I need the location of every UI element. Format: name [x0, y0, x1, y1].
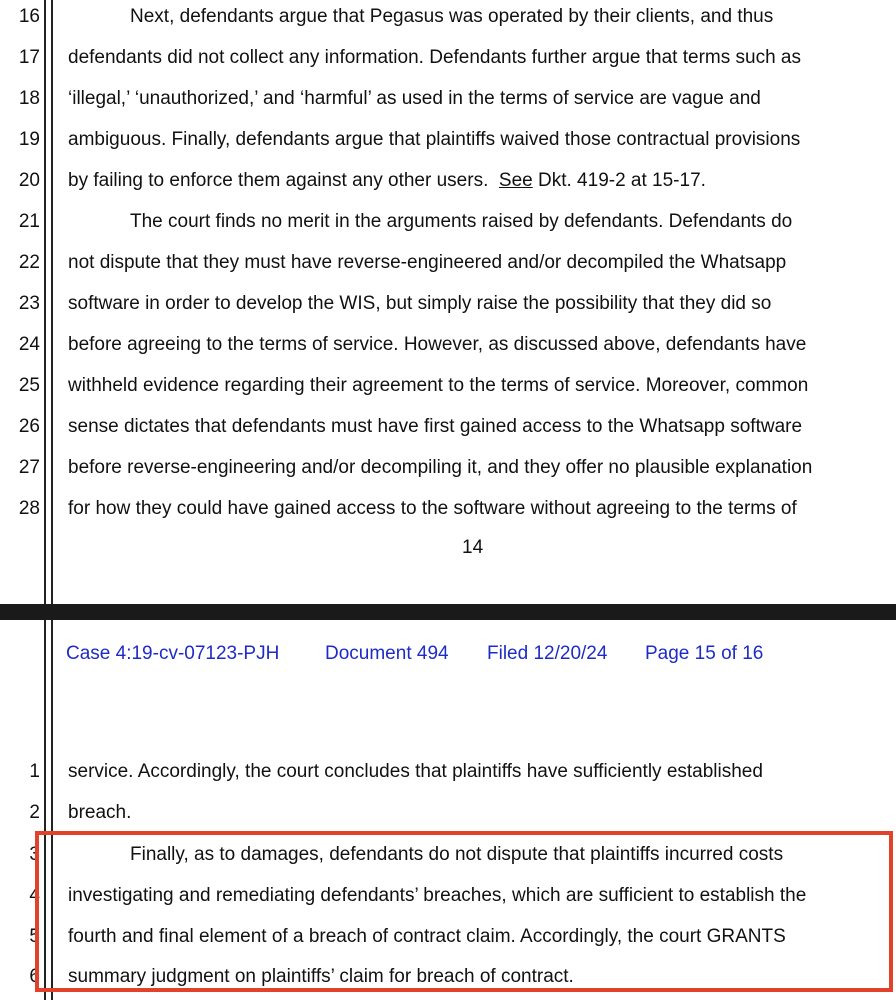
highlight-box	[35, 831, 893, 992]
line-number: 18	[18, 88, 40, 109]
margin-line-right	[51, 0, 53, 604]
page-number: 14	[462, 537, 484, 558]
case-number: Case 4:19-cv-07123-PJH	[66, 643, 280, 664]
line-number: 3	[29, 844, 40, 865]
line-number: 20	[18, 170, 40, 191]
line-number: 23	[18, 293, 40, 314]
text-line: Next, defendants argue that Pegasus was operated by their clients, and thus	[130, 6, 774, 27]
page-count: Page 15 of 16	[645, 643, 764, 664]
citation-ref: Dkt. 419-2 at 15-17.	[532, 170, 706, 191]
line-number: 16	[18, 6, 40, 27]
text-line: software in order to develop the WIS, but simply raise the possibility that they did so	[68, 293, 772, 314]
margin-line-left	[44, 0, 46, 604]
line-number: 4	[29, 885, 40, 906]
text-line: breach.	[68, 802, 132, 823]
text-line: The court finds no merit in the arguments raised by defendants. Defendants do	[130, 211, 793, 232]
citation-text: by failing to enforce them against any other users.	[68, 170, 499, 191]
text-line: service. Accordingly, the court concludes that plaintiffs have sufficiently established	[68, 761, 763, 782]
line-number: 28	[18, 498, 40, 519]
line-number: 21	[18, 211, 40, 232]
text-line: before reverse-engineering and/or decompiling it, and they offer no plausible explanation	[68, 457, 813, 478]
text-line: sense dictates that defendants must have first gained access to the Whatsapp software	[68, 416, 803, 437]
line-number: 25	[18, 375, 40, 396]
filed-date: Filed 12/20/24	[487, 643, 608, 664]
text-line: ‘illegal,’ ‘unauthorized,’ and ‘harmful’ as used in the terms of service are vague and	[68, 88, 761, 109]
text-line: Finally, as to damages, defendants do not dispute that plaintiffs incurred costs	[130, 844, 784, 865]
text-line: ambiguous. Finally, defendants argue that plaintiffs waived those contractual provisions	[68, 129, 801, 150]
line-number: 1	[29, 761, 40, 782]
line-number: 19	[18, 129, 40, 150]
text-line: defendants did not collect any information. Defendants further argue that terms such as	[68, 47, 801, 68]
line-number: 26	[18, 416, 40, 437]
page-separator	[0, 604, 896, 620]
see-signal: See	[498, 170, 533, 191]
line-number: 17	[18, 47, 40, 68]
text-line: not dispute that they must have reverse-engineered and/or decompiled the Whatsapp	[68, 252, 787, 273]
text-line: summary judgment on plaintiffs’ claim for breach of contract.	[68, 966, 574, 987]
text-line: fourth and final element of a breach of contract claim. Accordingly, the court GRANTS	[68, 926, 786, 947]
line-number: 2	[29, 802, 40, 823]
text-line-citation	[68, 170, 706, 192]
line-number: 5	[29, 926, 40, 947]
text-line: investigating and remediating defendants’ breaches, which are sufficient to establish the	[68, 885, 807, 906]
line-number: 24	[18, 334, 40, 355]
line-number: 27	[18, 457, 40, 478]
text-line: for how they could have gained access to the software without agreeing to the terms of	[68, 498, 797, 519]
line-number: 6	[29, 966, 40, 987]
line-number: 22	[18, 252, 40, 273]
text-line: before agreeing to the terms of service. However, as discussed above, defendants have	[68, 334, 807, 355]
text-line: withheld evidence regarding their agreement to the terms of service. Moreover, common	[68, 375, 809, 396]
document-number: Document 494	[325, 643, 449, 664]
